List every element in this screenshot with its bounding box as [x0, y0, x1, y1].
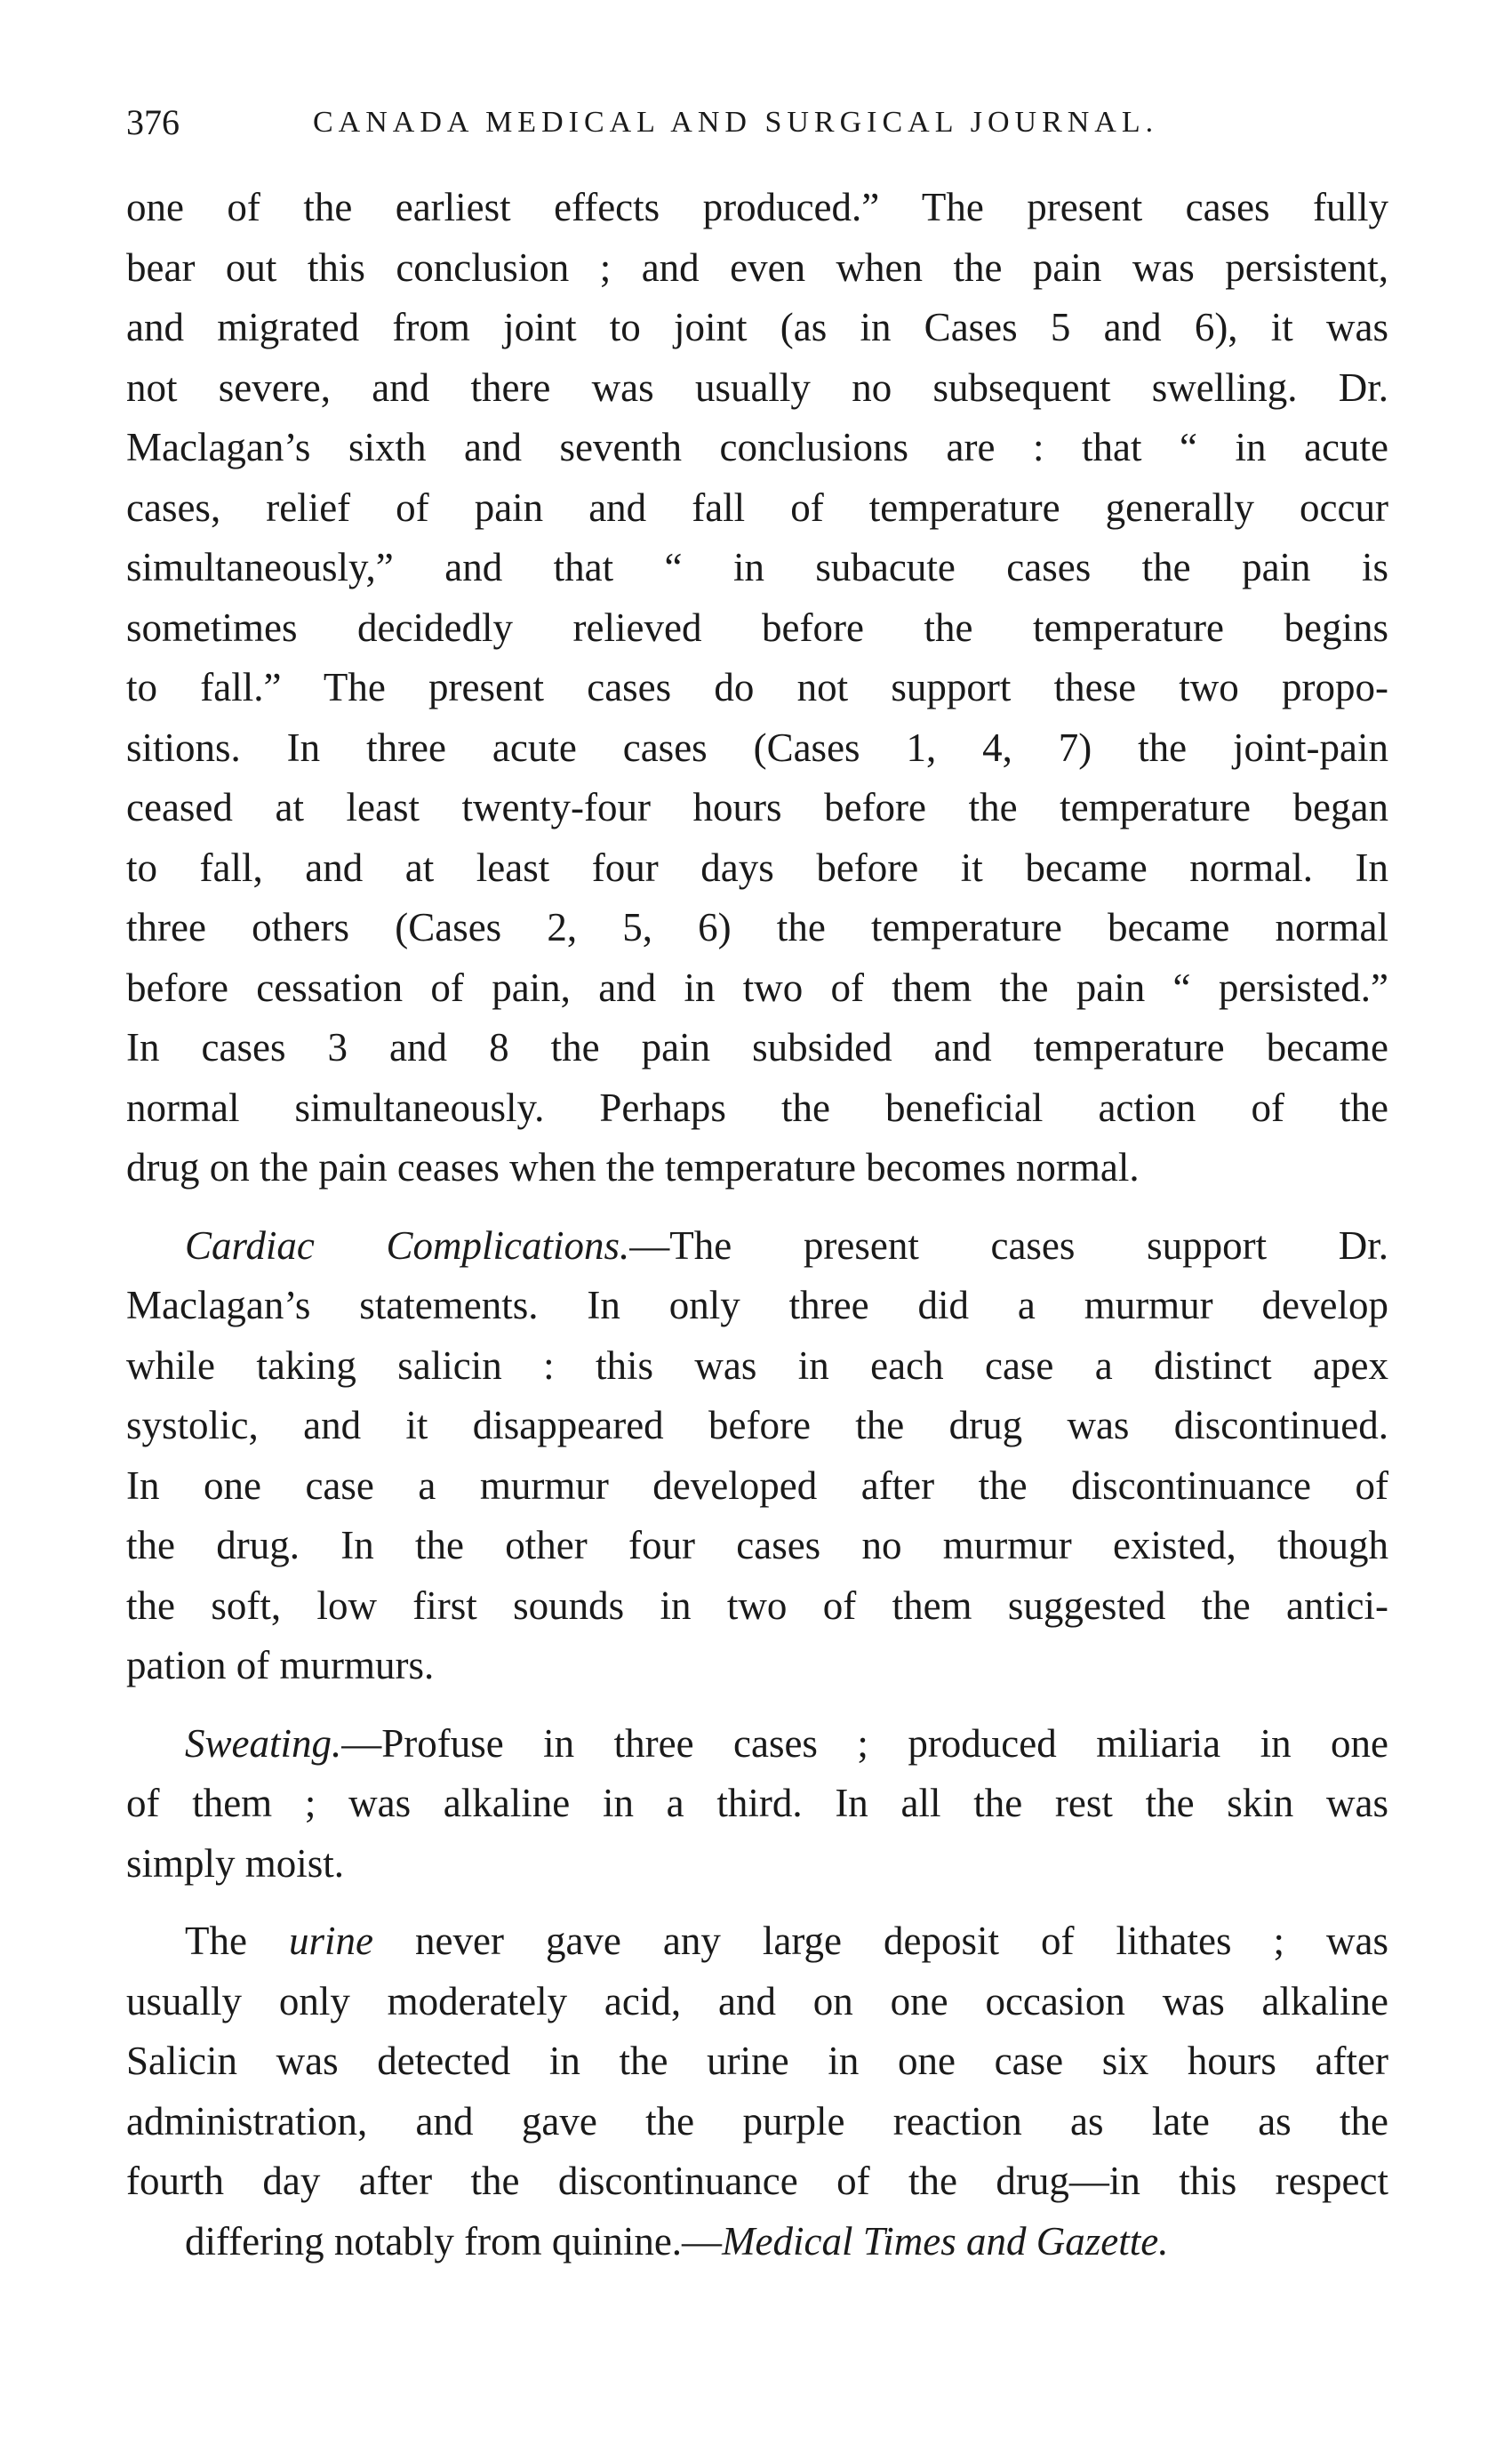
text-run: —The present cases support Dr. — [629, 1222, 1388, 1268]
text-line: cases, relief of pain and fall of temperature generally occur — [126, 485, 1388, 530]
journal-title: CANADA MEDICAL AND SURGICAL JOURNAL. — [313, 106, 1159, 139]
text-line: In one case a murmur developed after the discontinuance of — [126, 1462, 1388, 1508]
text-line: In cases 3 and 8 the pain subsided and temperature became — [126, 1025, 1388, 1070]
paragraph-gap — [126, 1198, 1388, 1216]
paragraph-salicin-pain — [126, 178, 1388, 1198]
text-line: before cessation of pain, and in two of them the pain “ persisted.” — [126, 965, 1388, 1010]
emphasis-urine: urine — [288, 1919, 373, 1963]
text-line: Salicin was detected in the urine in one case six hours after — [126, 2039, 1388, 2083]
text-line: Maclagan’s sixth and seventh conclusions are : that “ in acute — [126, 425, 1388, 469]
text-line: fourth day after the discontinuance of the drug—in this respect — [126, 2159, 1388, 2203]
text-line: normal simultaneously. Perhaps the beneficial action of the — [126, 1085, 1388, 1130]
text-line: to fall.” The present cases do not support these two propo- — [126, 665, 1388, 709]
text-line: bear out this conclusion ; and even when the pain was persistent, — [126, 244, 1388, 290]
text-line — [126, 1714, 1388, 1775]
text-line: to fall, and at least four days before it became normal. In — [126, 845, 1388, 890]
text-line: administration, and gave the purple reaction as late as the — [126, 2098, 1388, 2143]
running-head — [126, 96, 1388, 149]
text-run: never gave any large deposit of lithates ; was — [372, 1919, 1388, 1963]
section-heading-cardiac: Cardiac Complications. — [185, 1222, 630, 1268]
source-citation: Medical Times and Gazette. — [722, 2218, 1169, 2264]
text-line: sitions. In three acute cases (Cases 1, 4, 7) the joint-pain — [126, 725, 1388, 770]
section-heading-sweating: Sweating. — [185, 1720, 342, 1766]
text-line: three others (Cases 2, 5, 6) the temperature became normal — [126, 905, 1388, 950]
text-line — [126, 1911, 1388, 1972]
text-line: not severe, and there was usually no subsequent swelling. Dr. — [126, 365, 1388, 410]
text-line: simultaneously,” and that “ in subacute cases the pain is — [126, 545, 1388, 589]
text-line — [126, 2212, 1388, 2272]
paragraph-cardiac-complications — [126, 1216, 1388, 1696]
text-line: and migrated from joint to joint (as in Cases 5 and 6), it was — [126, 305, 1388, 349]
text-line: ceased at least twenty-four hours before the temperature began — [126, 785, 1388, 829]
text-line: Maclagan’s statements. In only three did a murmur develop — [126, 1283, 1388, 1327]
paragraph-gap — [126, 1894, 1388, 1911]
text-line: systolic, and it disappeared before the drug was discontinued. — [126, 1403, 1388, 1447]
paragraph-urine — [126, 1911, 1388, 2272]
text-line: while taking salicin : this was in each case a distinct apex — [126, 1342, 1388, 1388]
text-run: The — [185, 1919, 289, 1963]
paragraph-gap — [126, 1696, 1388, 1714]
text-line: the soft, low first sounds in two of them suggested the antici- — [126, 1583, 1388, 1628]
text-run: differing notably from quinine.— — [185, 2218, 723, 2264]
body-text — [126, 178, 1388, 2272]
text-line: sometimes decidedly relieved before the temperature begins — [126, 605, 1388, 650]
text-line: of them ; was alkaline in a third. In all the rest the skin was — [126, 1781, 1388, 1825]
text-run: —Profuse in three cases ; produced miliaria in one — [341, 1720, 1388, 1766]
text-line: pation of murmurs. — [126, 1643, 435, 1687]
paragraph-sweating — [126, 1714, 1388, 1895]
text-line: simply moist. — [126, 1840, 345, 1886]
text-line: drug on the pain ceases when the temperature becomes normal. — [126, 1145, 1140, 1190]
text-line: one of the earliest effects produced.” The present cases fully — [126, 185, 1388, 229]
page-number: 376 — [126, 102, 180, 142]
text-line: the drug. In the other four cases no murmur existed, though — [126, 1523, 1388, 1567]
text-line — [126, 1216, 1388, 1277]
text-line: usually only moderately acid, and on one occasion was alkaline — [126, 1978, 1388, 2023]
